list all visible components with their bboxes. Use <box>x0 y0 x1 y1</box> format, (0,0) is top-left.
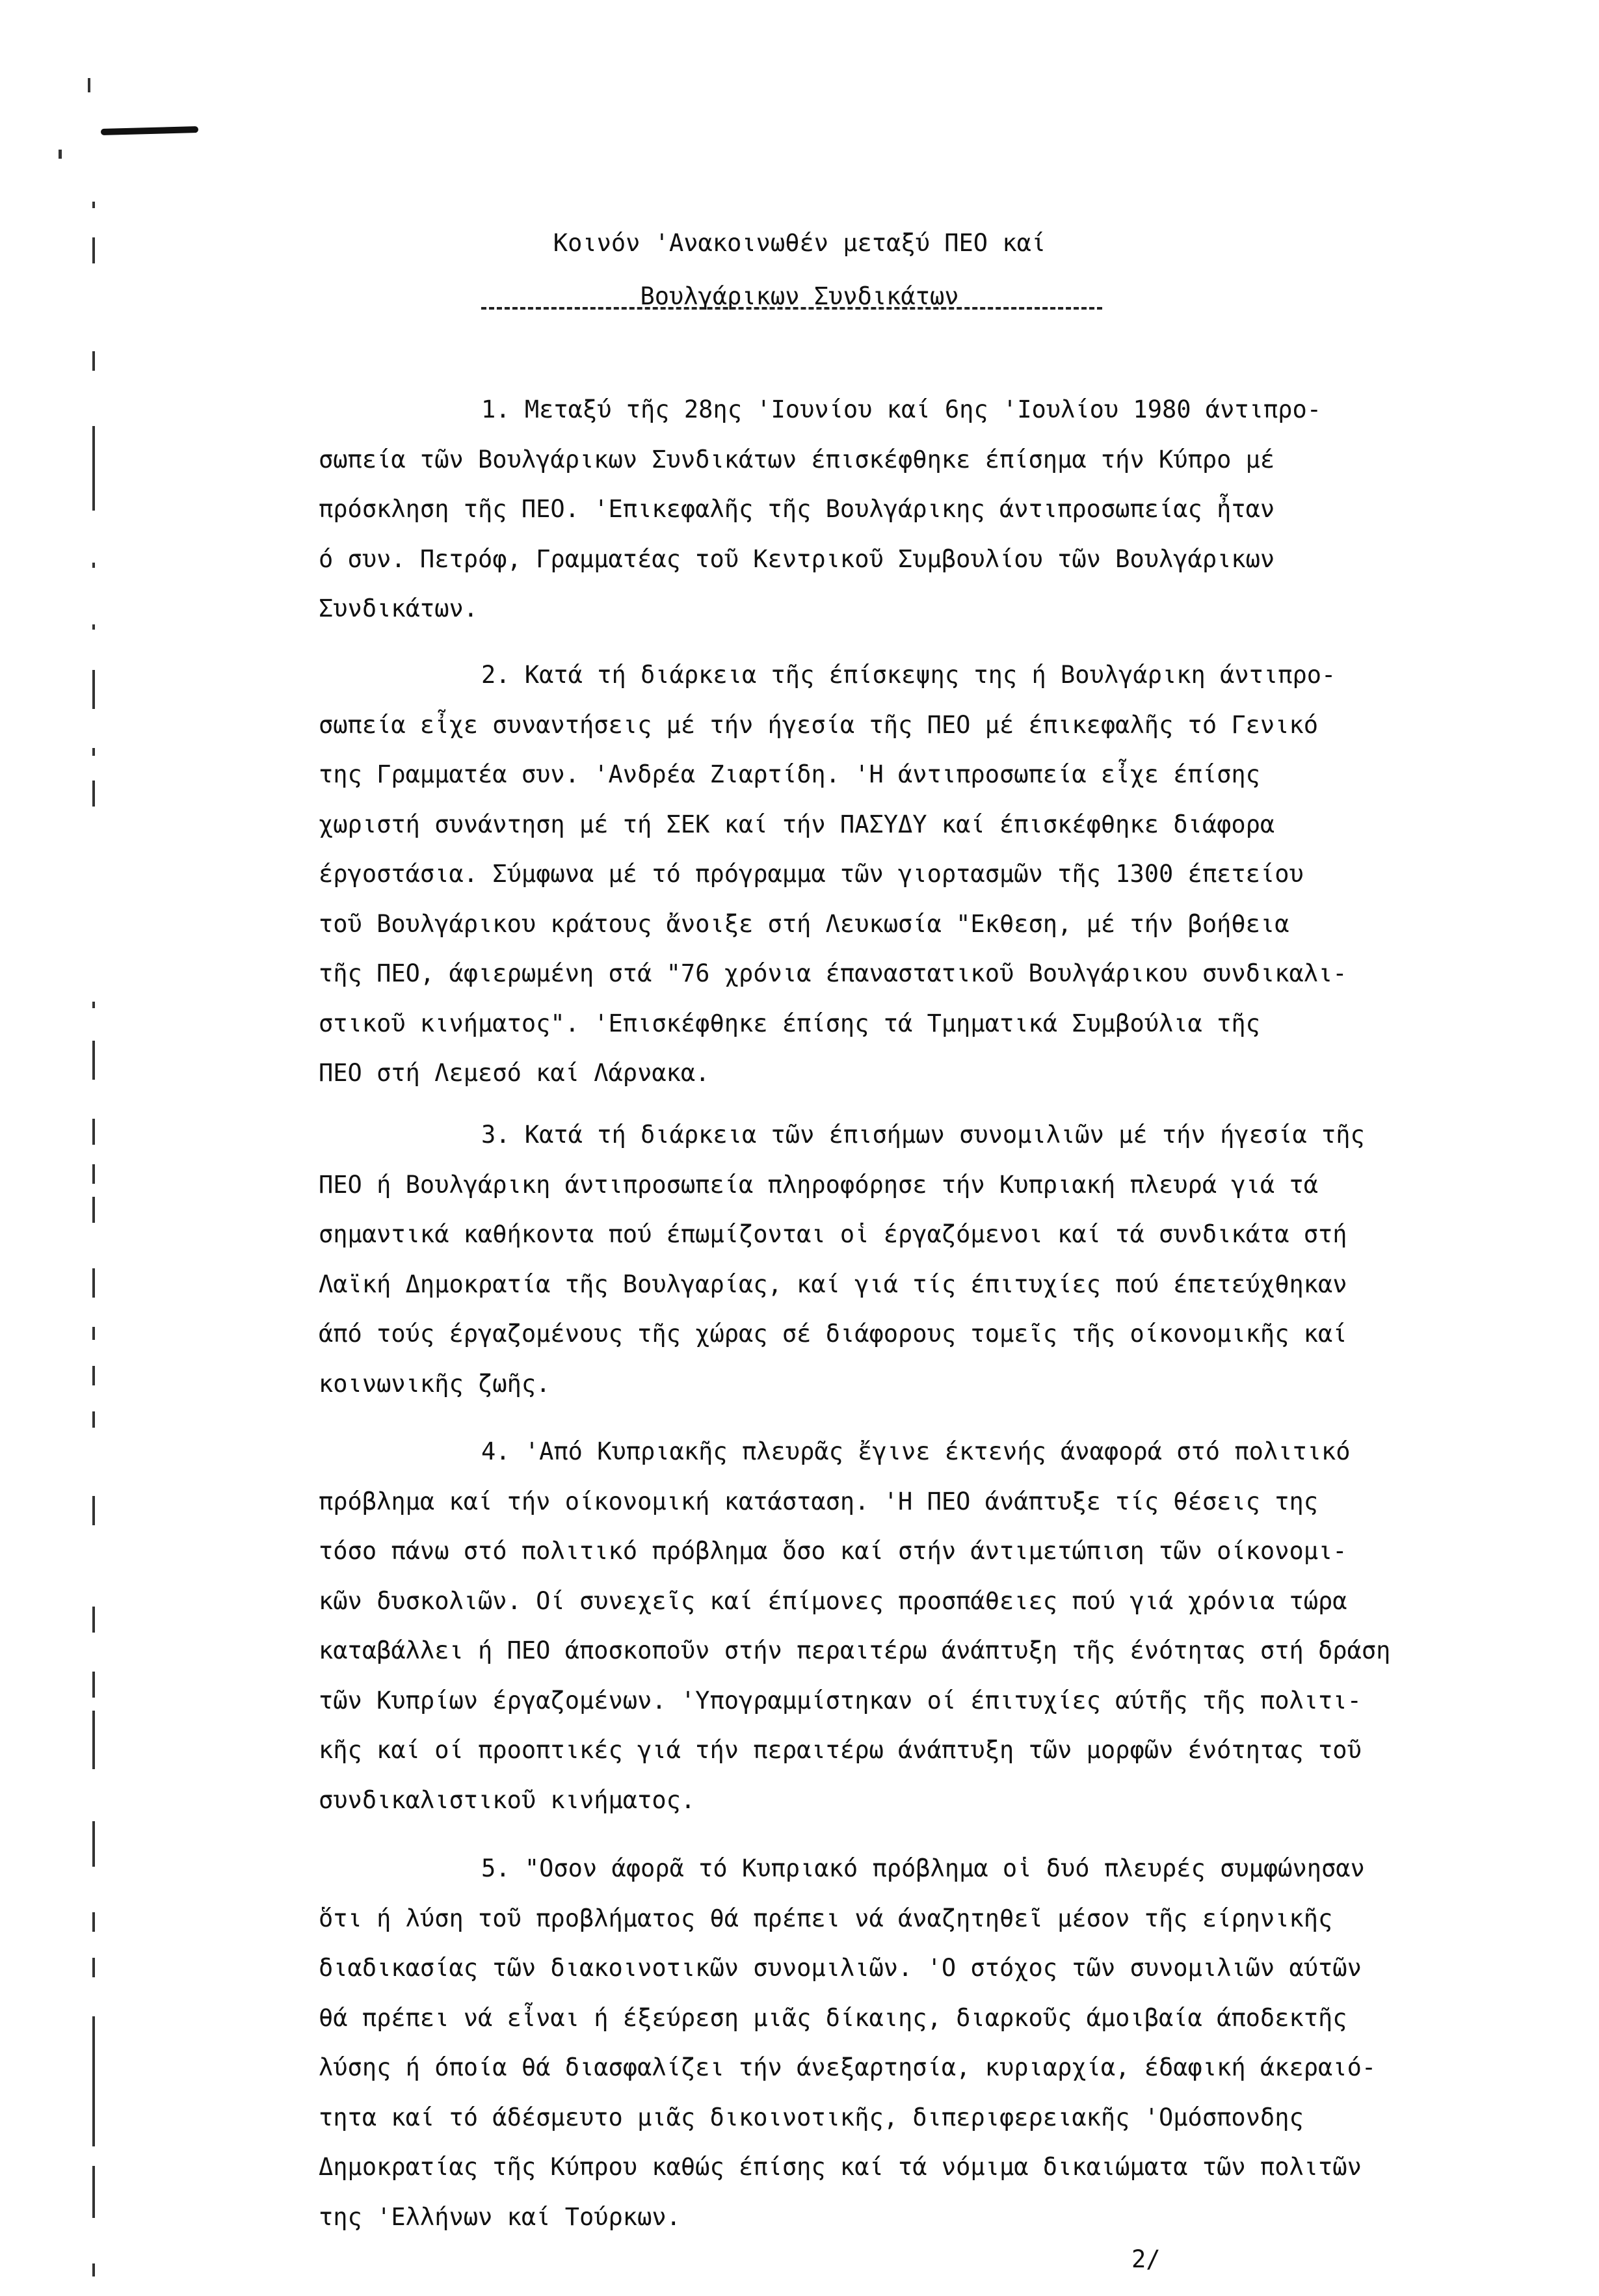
paragraph-line: ὅτι ή λύση τοῦ προβλήματος θά πρέπει νά άναζητηθεῖ μέσον τῆς είρηνικῆς <box>319 1904 1333 1932</box>
paragraph-5 <box>319 1844 1541 2242</box>
margin-mark <box>92 2016 95 2146</box>
margin-mark <box>92 1041 95 1080</box>
paragraph-line: άπό τούς έργαζομένους τῆς χώρας σέ διάφορους τομεῖς τῆς οίκονομικῆς καί <box>319 1320 1347 1348</box>
page-number: 2/ <box>1131 2245 1161 2273</box>
paragraph-line: λύσης ή όποία θά διασφαλίζει τήν άνεξαρτησία, κυριαρχία, έδαφική άκεραιό- <box>319 2053 1377 2081</box>
margin-mark <box>92 1119 95 1145</box>
paragraph-line: σημαντικά καθήκοντα πού έπωμίζονται οἱ έργαζόμενοι καί τά συνδικάτα στή <box>319 1220 1347 1248</box>
paragraph-line: τόσο πάνω στό πολιτικό πρόβλημα ὅσο καί στήν άντιμετώπιση τῶν οίκονομι- <box>319 1537 1347 1565</box>
paragraph-line: Συνδικάτων. <box>319 594 479 622</box>
margin-mark <box>92 748 95 756</box>
paragraph-line: συνδικαλιστικοῦ κινήματος. <box>319 1785 696 1814</box>
margin-mark <box>92 1672 95 1698</box>
margin-mark <box>92 351 95 371</box>
paragraph-line: διαδικασίας τῶν διακοινοτικῶν συνομιλιῶν. 'Ο στόχος τῶν συνομιλιῶν αύτῶν <box>319 1954 1362 1982</box>
document-title-line-1: Κοινόν 'Ανακοινωθέν μεταξύ ΠΕΟ καί <box>553 229 1046 257</box>
paragraph-line: 1. Μεταξύ τῆς 28ης 'Ιουνίου καί 6ης 'Ιουλίου 1980 άντιπρο- <box>481 395 1322 423</box>
paragraph-line: καταβάλλει ή ΠΕΟ άποσκοποῦν στήν περαιτέρω άνάπτυξη τῆς ένότητας στή δράση <box>319 1636 1391 1664</box>
paragraph-line: 4. 'Από Κυπριακῆς πλευρᾶς ἔγινε έκτενής άναφορά στό πολιτικό <box>481 1437 1351 1465</box>
margin-mark <box>92 1496 95 1525</box>
paragraph-line: 5. "Οσον άφορᾶ τό Κυπριακό πρόβλημα οἱ δυό πλευρές συμφώνησαν <box>481 1854 1365 1882</box>
paragraph-line: της 'Ελλήνων καί Τούρκων. <box>319 2202 681 2231</box>
paragraph-line: θά πρέπει νά εἶναι ή έξεύρεση μιᾶς δίκαιης, διαρκοῦς άμοιβαία άποδεκτῆς <box>319 2003 1347 2032</box>
paragraph-line: Δημοκρατίας τῆς Κύπρου καθώς έπίσης καί τά νόμιμα δικαιώματα τῶν πολιτῶν <box>319 2153 1362 2181</box>
paragraph-line: 3. Κατά τή διάρκεια τῶν έπισήμων συνομιλιῶν μέ τήν ήγεσία τῆς <box>481 1121 1365 1149</box>
margin-mark <box>92 781 95 807</box>
paragraph-2 <box>319 650 1541 1099</box>
paragraph-line: πρόσκληση τῆς ΠΕΟ. 'Επικεφαλῆς τῆς Βουλγάρικης άντιπροσωπείας ἦταν <box>319 495 1275 523</box>
margin-mark <box>92 1411 95 1428</box>
paragraph-line: ό συν. Πετρόφ, Γραμματέας τοῦ Κεντρικοῦ Συμβουλίου τῶν Βουλγάρικων <box>319 544 1275 573</box>
paragraph-line: κοινωνικῆς ζωῆς. <box>319 1369 551 1398</box>
paragraph-line: ΠΕΟ ή Βουλγάρικη άντιπροσωπεία πληροφόρησε τήν Κυπριακή πλευρά γιά τά <box>319 1170 1319 1199</box>
paragraph-4 <box>319 1427 1541 1825</box>
margin-mark <box>92 1197 95 1223</box>
paragraph-line: κῆς καί οί προοπτικές γιά τήν περαιτέρω άνάπτυξη τῶν μορφῶν ένότητας τοῦ <box>319 1736 1362 1764</box>
paragraph-3 <box>319 1110 1541 1409</box>
margin-mark <box>92 2166 95 2218</box>
margin-mark <box>92 1164 95 1184</box>
margin-mark <box>92 1002 95 1008</box>
margin-mark <box>92 1711 95 1769</box>
margin-mark <box>92 1912 95 1932</box>
margin-mark <box>92 624 95 630</box>
margin-mark <box>92 202 95 208</box>
paragraph-line: τητα καί τό άδέσμευτο μιᾶς δικοινοτικῆς, διπεριφερειακῆς 'Ομόσπονδης <box>319 2103 1304 2131</box>
paragraph-line: τῆς ΠΕΟ, άφιερωμένη στά "76 χρόνια έπαναστατικοῦ Βουλγάρικου συνδικαλι- <box>319 959 1347 987</box>
paragraph-line: της Γραμματέα συν. 'Ανδρέα Ζιαρτίδη. 'Η άντιπροσωπεία εἶχε έπίσης <box>319 760 1260 788</box>
margin-mark <box>92 1958 95 1977</box>
paragraph-line: πρόβλημα καί τήν οίκονομική κατάσταση. 'Η ΠΕΟ άνάπτυξε τίς θέσεις της <box>319 1487 1319 1515</box>
paragraph-line: στικοῦ κινήματος". 'Επισκέφθηκε έπίσης τά Τμηματικά Συμβούλια τῆς <box>319 1009 1260 1037</box>
ink-stroke-mark <box>101 126 198 135</box>
document-title-line-2: Βουλγάρικων Συνδικάτων <box>640 282 959 310</box>
margin-mark <box>92 1366 95 1385</box>
paragraph-line: έργοστάσια. Σύμφωνα μέ τό πρόγραμμα τῶν γιορτασμῶν τῆς 1300 έπετείου <box>319 860 1304 888</box>
margin-mark <box>92 1821 95 1867</box>
paragraph-line: τοῦ Βουλγάρικου κράτους ἄνοιξε στή Λευκωσία "Εκθεση, μέ τήν βοήθεια <box>319 909 1289 938</box>
margin-mark <box>92 670 95 709</box>
title-underline <box>481 307 1102 310</box>
paragraph-line: 2. Κατά τή διάρκεια τῆς έπίσκεψης της ή Βουλγάρικη άντιπρο- <box>481 661 1336 689</box>
paragraph-line: σωπεία τῶν Βουλγάρικων Συνδικάτων έπισκέφθηκε έπίσημα τήν Κύπρο μέ <box>319 445 1275 474</box>
margin-mark <box>92 1607 95 1633</box>
paragraph-line: κῶν δυσκολιῶν. Οί συνεχεῖς καί έπίμονες προσπάθειες πού γιά χρόνια τώρα <box>319 1586 1347 1615</box>
paragraph-line: τῶν Κυπρίων έργαζομένων. 'Υπογραμμίστηκαν οί έπιτυχίες αύτῆς τῆς πολιτι- <box>319 1686 1362 1715</box>
margin-mark <box>92 1268 95 1298</box>
margin-mark <box>59 150 62 159</box>
margin-mark <box>92 563 95 568</box>
margin-mark <box>92 2263 95 2276</box>
margin-mark <box>88 78 90 92</box>
paragraph-line: ΠΕΟ στή Λεμεσό καί Λάρνακα. <box>319 1059 710 1087</box>
margin-mark <box>92 426 95 511</box>
paragraph-1 <box>319 385 1541 634</box>
paragraph-line: Λαϊκή Δημοκρατία τῆς Βουλγαρίας, καί γιά τίς έπιτυχίες πού έπετεύχθηκαν <box>319 1270 1347 1298</box>
paragraph-line: σωπεία εἶχε συναντήσεις μέ τήν ήγεσία τῆς ΠΕΟ μέ έπικεφαλῆς τό Γενικό <box>319 710 1319 739</box>
margin-mark <box>92 1327 95 1340</box>
paragraph-line: χωριστή συνάντηση μέ τή ΣΕΚ καί τήν ΠΑΣΥΔΥ καί έπισκέφθηκε διάφορα <box>319 810 1275 838</box>
